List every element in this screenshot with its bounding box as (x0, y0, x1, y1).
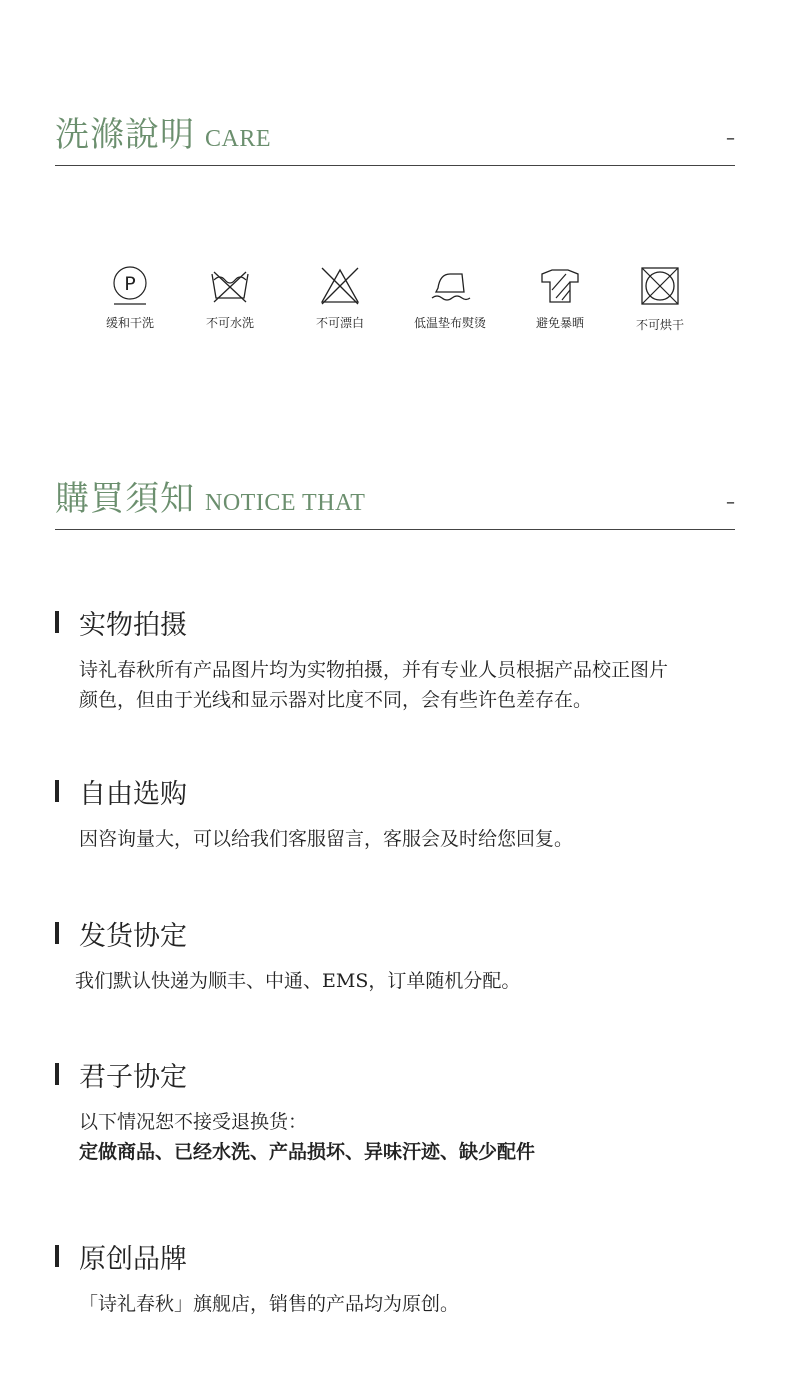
notice-line: 因咨询量大，可以给我们客服留言，客服会及时给您回复。 (79, 828, 574, 850)
care-label: 不可漂白 (315, 316, 364, 330)
notice-line: 以下情况恕不接受退换货： (79, 1111, 308, 1133)
notice-heading (55, 1237, 765, 1273)
notice-section-header (55, 470, 735, 530)
notice-item-free-choice (55, 772, 765, 854)
heading-bar (55, 611, 59, 633)
notice-item-shipping (55, 914, 765, 996)
notice-heading (55, 772, 765, 808)
notice-line: 诗礼春秋所有产品图片均为实物拍摄，并有专业人员根据产品校正图片 (79, 659, 669, 681)
no-wash-icon (208, 264, 252, 306)
notice-item-photo (55, 603, 765, 715)
care-divider (55, 165, 735, 166)
notice-heading-text: 君子协定 (79, 1062, 187, 1093)
notice-body (79, 1289, 765, 1319)
heading-bar (55, 1063, 59, 1085)
care-item-no-tumble-dry (615, 264, 705, 333)
notice-heading-text: 发货协定 (79, 921, 187, 952)
gentle-dry-clean-icon (110, 264, 150, 306)
heading-bar (55, 1245, 59, 1267)
care-label: 避免暴晒 (535, 316, 584, 330)
care-label: 不可水洗 (205, 316, 254, 330)
no-bleach-icon (318, 264, 362, 306)
care-item-low-temp-iron (405, 264, 495, 331)
notice-divider (55, 529, 735, 530)
care-label: 缓和干洗 (105, 316, 154, 330)
care-title-cn: 洗滌說明 (55, 115, 195, 155)
notice-line: 「诗礼春秋」旗舰店，销售的产品均为原创。 (79, 1293, 460, 1315)
low-temp-iron-with-cloth-icon (428, 264, 472, 306)
notice-heading-text: 原创品牌 (79, 1244, 187, 1275)
care-label: 不可烘干 (635, 318, 684, 332)
notice-item-gentleman-agreement (55, 1055, 765, 1167)
care-icons-row (85, 264, 705, 344)
notice-line: 颜色，但由于光线和显示器对比度不同，会有些许色差存在。 (79, 689, 593, 711)
notice-title-cn: 購買須知 (55, 479, 195, 519)
care-collapse-button[interactable]: – (726, 128, 735, 149)
notice-heading (55, 1055, 765, 1091)
notice-body (75, 966, 765, 996)
notice-body (79, 824, 765, 854)
heading-bar (55, 922, 59, 944)
notice-collapse-button[interactable]: – (726, 492, 735, 513)
care-item-gentle-dry-clean (85, 264, 175, 331)
svg-text:P: P (124, 273, 136, 295)
care-item-no-bleach (295, 264, 385, 331)
notice-line: 我们默认快递为顺丰、中通、EMS，订单随机分配。 (75, 970, 521, 992)
notice-bold-line: 定做商品、已经水洗、产品损坏、异味汗迹、缺少配件 (79, 1141, 536, 1163)
care-title-en: CARE (205, 126, 272, 152)
care-label: 低温垫布熨烫 (413, 316, 486, 330)
notice-heading-text: 实物拍摄 (79, 610, 187, 641)
notice-heading (55, 914, 765, 950)
notice-title-en: NOTICE THAT (205, 490, 366, 516)
care-item-no-sun-dry (515, 264, 605, 331)
notice-item-original-brand (55, 1237, 765, 1319)
no-tumble-dry-icon (638, 264, 682, 308)
care-section-header (55, 106, 735, 166)
notice-body (79, 1107, 765, 1167)
care-item-no-wash (185, 264, 275, 331)
notice-heading (55, 603, 765, 639)
heading-bar (55, 780, 59, 802)
notice-title (55, 471, 365, 520)
care-title (55, 107, 271, 156)
notice-heading-text: 自由选购 (79, 779, 187, 810)
no-sun-dry-icon (538, 264, 582, 306)
notice-body (79, 655, 765, 715)
